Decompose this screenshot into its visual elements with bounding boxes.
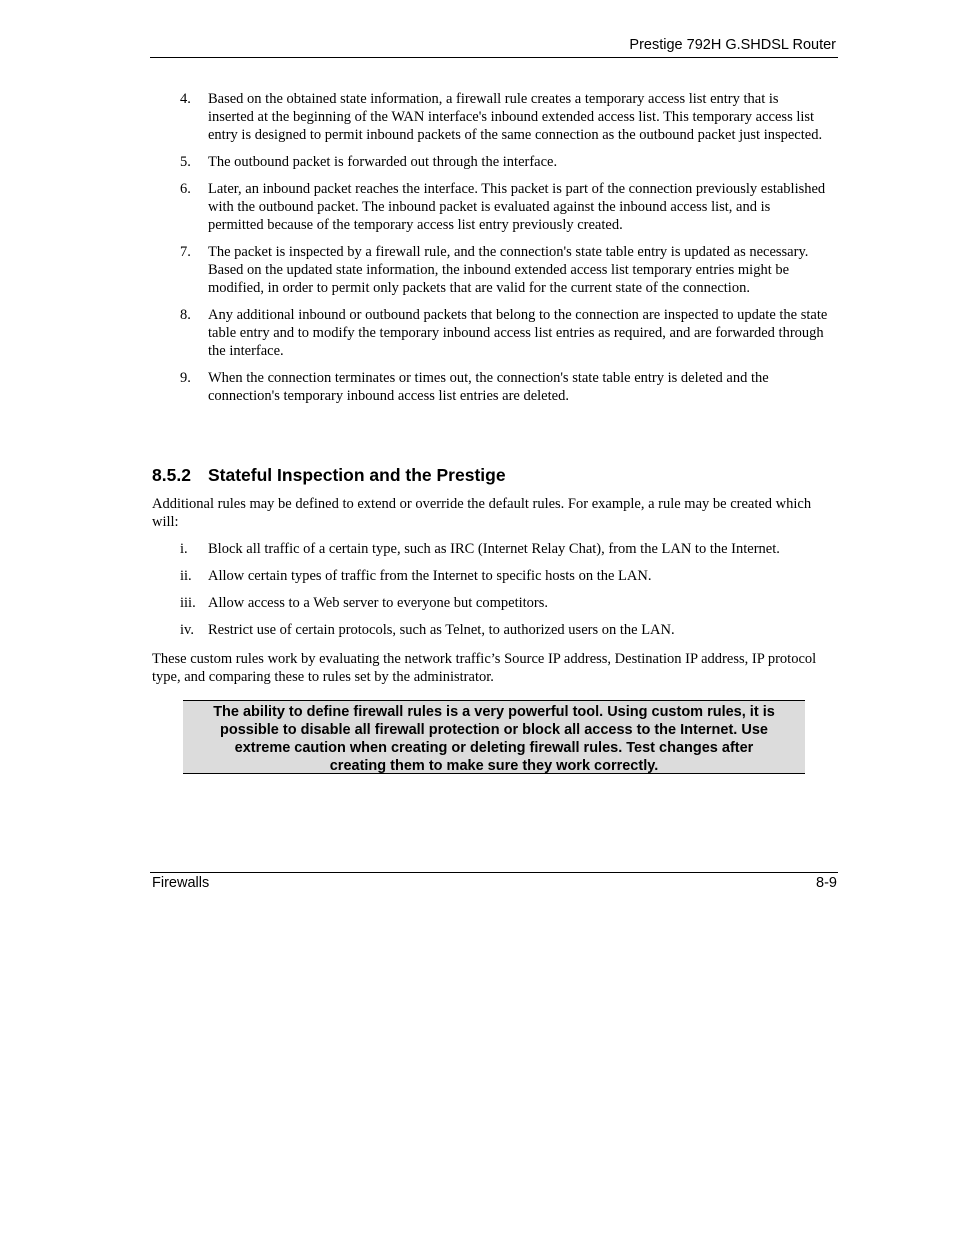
item-number: i. — [180, 541, 188, 557]
item-number: iv. — [180, 622, 194, 638]
section-intro: Additional rules may be defined to extend or override the default rules. For example, a rule may be created which will: — [152, 496, 812, 530]
item-text: Block all traffic of a certain type, such as IRC (Internet Relay Chat), from the LAN to the Internet. — [208, 541, 780, 557]
list-item — [0, 180, 954, 234]
step-text: Any additional inbound or outbound packets that belong to the connection are inspected to update the state table entry and to modify the temporary inbound access list entries as required, and are forwarded through the interface. — [208, 307, 828, 359]
list-item — [0, 594, 954, 612]
item-text: Allow access to a Web server to everyone but competitors. — [208, 595, 549, 611]
footer-page-number: 8-9 — [816, 875, 837, 891]
list-item — [0, 621, 954, 639]
step-text: When the connection terminates or times out, the connection's state table entry is deleted and the connection's temporary inbound access list entries are deleted. — [208, 370, 769, 404]
item-text: Restrict use of certain protocols, such as Telnet, to authorized users on the LAN. — [208, 622, 675, 638]
item-number: iii. — [180, 595, 196, 611]
warning-line: possible to disable all firewall protection or block all access to the Internet. Use — [220, 722, 768, 738]
list-item — [0, 243, 954, 297]
list-item — [0, 153, 954, 171]
list-item — [0, 567, 954, 585]
step-number: 4. — [180, 91, 191, 107]
list-item — [0, 369, 954, 405]
item-text: Allow certain types of traffic from the Internet to specific hosts on the LAN. — [208, 568, 652, 584]
running-header: Prestige 792H G.SHDSL Router — [629, 37, 836, 53]
step-number: 9. — [180, 370, 191, 386]
list-item — [0, 90, 954, 144]
warning-line: extreme caution when creating or deleting firewall rules. Test changes after — [234, 740, 754, 756]
section-number: 8.5.2 — [152, 465, 191, 485]
step-number: 6. — [180, 181, 191, 197]
section-title: Stateful Inspection and the Prestige — [208, 465, 506, 485]
section-closing: These custom rules work by evaluating the network traffic’s Source IP address, Destination IP address, IP protocol type, and comparing these to rules set by the administrator. — [152, 651, 817, 685]
step-text: The packet is inspected by a firewall rule, and the connection's state table entry is updated as necessary. Based on the updated state information, the inbound extended access list temporary entries might be modified, in order to permit only packets that are valid for the current state of the connection. — [208, 244, 809, 296]
step-number: 5. — [180, 154, 191, 170]
warning-note — [183, 700, 805, 774]
list-item — [0, 540, 954, 558]
step-number: 7. — [180, 244, 191, 260]
footer-chapter: Firewalls — [152, 875, 210, 891]
header-rule — [150, 57, 838, 58]
list-item — [0, 306, 954, 360]
step-text: Later, an inbound packet reaches the interface. This packet is part of the connection previously established with the outbound packet. The inbound packet is evaluated against the inbound access list, and is permitted because of the temporary access list entry previously created. — [208, 181, 826, 233]
section-heading — [152, 465, 506, 486]
item-number: ii. — [180, 568, 192, 584]
numbered-steps-list — [0, 90, 954, 414]
step-text: The outbound packet is forwarded out through the interface. — [208, 154, 558, 170]
footer-rule — [150, 872, 838, 873]
step-number: 8. — [180, 307, 191, 323]
roman-numeral-list — [0, 540, 954, 648]
warning-line: creating them to make sure they work correctly. — [329, 758, 659, 774]
warning-line: The ability to define firewall rules is a very powerful tool. Using custom rules, it is — [213, 704, 775, 720]
step-text: Based on the obtained state information, a firewall rule creates a temporary access list entry that is inserted at the beginning of the WAN interface's inbound extended access list. This temporary access list entry is designed to permit inbound packets of the same connection as the outbound packet just inspected. — [208, 91, 823, 143]
